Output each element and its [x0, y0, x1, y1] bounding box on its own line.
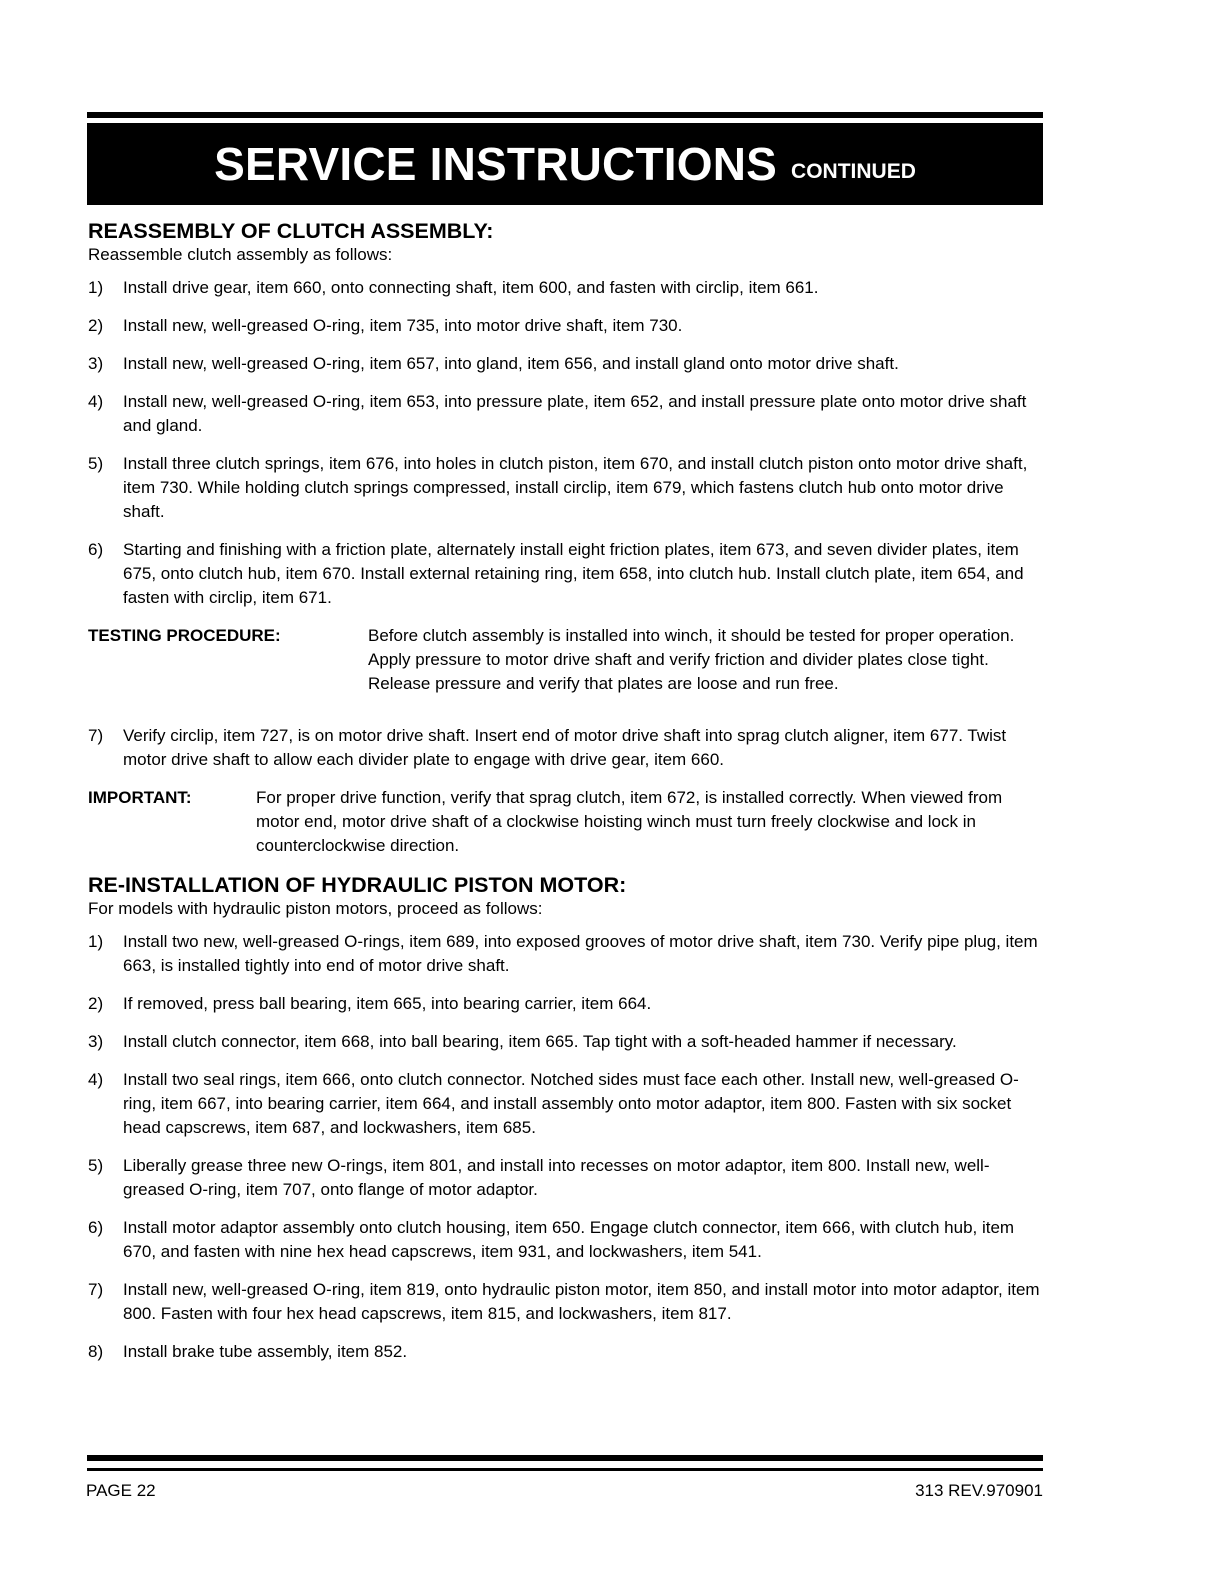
page-number: PAGE 22	[86, 1481, 156, 1500]
list-item: 8) Install brake tube assembly, item 852.	[88, 1342, 408, 1361]
section-intro: Reassemble clutch assembly as follows:	[88, 245, 393, 264]
list-item: 3) Install clutch connector, item 668, into ball bearing, item 665. Tap tight with a soft-headed hammer if necessary.	[88, 1032, 957, 1051]
clutch-steps	[88, 276, 1043, 610]
bottom-rule-thin	[87, 1468, 1043, 1471]
list-item: 4) Install new, well-greased O-ring, item 653, into pressure plate, item 652, and install pressure plate onto motor drive shaft and gland.	[88, 392, 1027, 435]
page-subtitle: CONTINUED	[791, 160, 916, 183]
header-banner	[87, 123, 1043, 205]
important-label: IMPORTANT:	[88, 788, 192, 807]
motor-steps	[88, 930, 1043, 1364]
important-text: For proper drive function, verify that sprag clutch, item 672, is installed correctly. When viewed from motor end, motor drive shaft of a clockwise hoisting winch must turn freely clockwise and lock in counterclockwise direction.	[256, 788, 1003, 855]
list-item: 5) Liberally grease three new O-rings, item 801, and install into recesses on motor adaptor, item 800. Install new, well-greased O-ring, item 707, onto flange of motor adaptor.	[88, 1156, 990, 1199]
section-intro: For models with hydraulic piston motors, proceed as follows:	[88, 899, 543, 918]
page-title: SERVICE INSTRUCTIONS	[214, 138, 778, 190]
list-item: 1) Install drive gear, item 660, onto connecting shaft, item 600, and fasten with circlip, item 661.	[88, 278, 819, 297]
list-item: 3) Install new, well-greased O-ring, item 657, into gland, item 656, and install gland onto motor drive shaft.	[88, 354, 899, 373]
testing-text: Before clutch assembly is installed into winch, it should be tested for proper operation. Apply pressure to motor drive shaft and verify friction and divider plates close tight. Release pressure and verify that plates are loose and run free.	[368, 626, 1015, 693]
section-title-clutch: REASSEMBLY OF CLUTCH ASSEMBLY:	[88, 219, 494, 243]
list-item: 4) Install two seal rings, item 666, onto clutch connector. Notched sides must face each other. Install new, well-greased O-ring, item 667, into bearing carrier, item 664, and install assembly onto motor adaptor, item 800. Fasten with six socket head capscrews, item 687, and lockwashers, item 685.	[88, 1070, 1019, 1137]
list-item: 2) If removed, press ball bearing, item 665, into bearing carrier, item 664.	[88, 994, 652, 1013]
revision-code: 313 REV.970901	[915, 1481, 1043, 1500]
list-item: 7) Verify circlip, item 727, is on motor drive shaft. Insert end of motor drive shaft into sprag clutch aligner, item 677. Twist motor drive shaft to allow each divider plate to engage with drive gear, item 660.	[88, 726, 1007, 769]
main-content	[88, 218, 1043, 1378]
list-item: 6) Starting and finishing with a friction plate, alternately install eight friction plates, item 673, and seven divider plates, item 675, onto clutch hub, item 670. Install external retaining ring, item 658, into clutch hub. Install clutch plate, item 654, and fasten with circlip, item 671.	[88, 540, 1024, 607]
clutch-steps-continued	[88, 724, 1043, 772]
testing-procedure-note	[88, 624, 1043, 696]
bottom-rule	[87, 1455, 1043, 1461]
section-title-motor: RE-INSTALLATION OF HYDRAULIC PISTON MOTOR:	[88, 873, 627, 897]
list-item: 5) Install three clutch springs, item 676, into holes in clutch piston, item 670, and install clutch piston onto motor drive shaft, item 730. While holding clutch springs compressed, install circlip, item 679, which fastens clutch hub onto motor drive shaft.	[88, 454, 1028, 521]
list-item: 6) Install motor adaptor assembly onto clutch housing, item 650. Engage clutch connector, item 666, with clutch hub, item 670, and fasten with nine hex head capscrews, item 931, and lockwashers, item 541.	[88, 1218, 1015, 1261]
top-rule	[87, 112, 1043, 118]
list-item: 7) Install new, well-greased O-ring, item 819, onto hydraulic piston motor, item 850, and install motor into motor adaptor, item 800. Fasten with four hex head capscrews, item 815, and lockwashers, item 817.	[88, 1280, 1040, 1323]
list-item: 1) Install two new, well-greased O-rings, item 689, into exposed grooves of motor drive shaft, item 730. Verify pipe plug, item 663, is installed tightly into end of motor drive shaft.	[88, 932, 1038, 975]
testing-label: TESTING PROCEDURE:	[88, 626, 281, 645]
important-note	[88, 786, 1043, 858]
list-item: 2) Install new, well-greased O-ring, item 735, into motor drive shaft, item 730.	[88, 316, 683, 335]
